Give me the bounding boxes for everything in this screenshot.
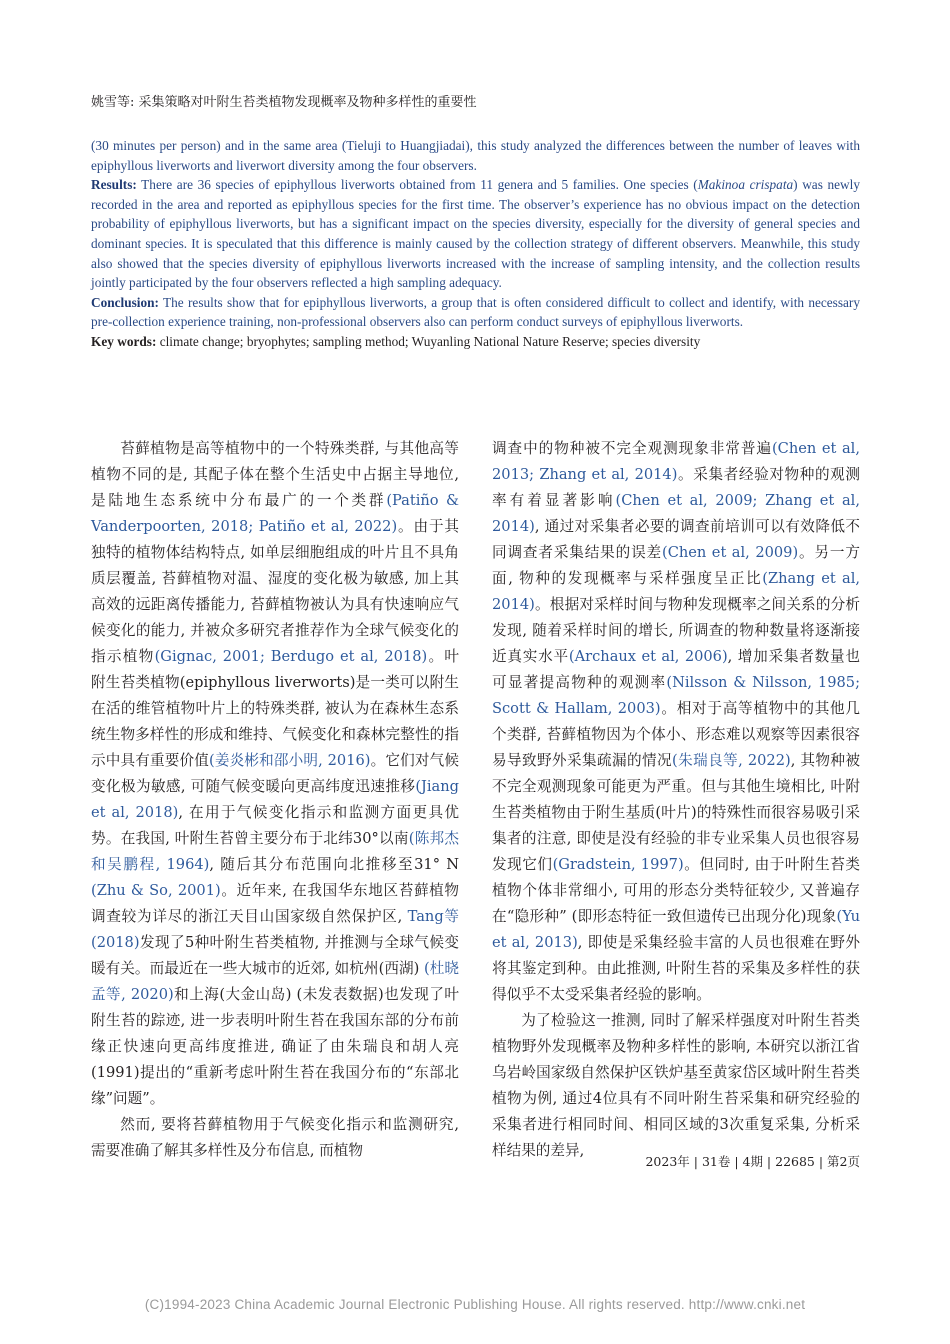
citation-link[interactable]: (Zhang et al, 2014) bbox=[492, 570, 860, 613]
text-run: 。根据对采样时间与物种发现概率之间关系的分析发现, 随着采样时间的增长, 所调查的物种数量将逐渐接近真实水平 bbox=[492, 596, 860, 665]
text-run: , 增加采集者数量也可显著提高物种的观测率 bbox=[492, 648, 860, 691]
results-text-a: There are 36 species of epiphyllous liverworts obtained from 11 genera and 5 families. One species ( bbox=[136, 177, 698, 193]
text-run: , 通过对采集者必要的调查前培训可以有效降低不同调查者采集结果的误差 bbox=[492, 518, 860, 561]
citation-link[interactable]: (Nilsson & Nilsson, 1985; Scott & Hallam, 2003) bbox=[492, 674, 860, 717]
text-run: , 其物种被不完全观测现象可能更为严重。但与其他生境相比, 叶附生苔类植物由于附生基质(叶片)的特殊性而很容易吸引采集者的注意, 即使是没有经验的非专业采集人员也很容易发现它们 bbox=[492, 752, 860, 873]
running-title: 姚雪等: 采集策略对叶附生苔类植物发现概率及物种多样性的重要性 bbox=[91, 95, 477, 110]
citation-link[interactable]: (Yu et al, 2013) bbox=[492, 908, 860, 951]
citation-link[interactable]: (Chen et al, 2009) bbox=[662, 544, 799, 561]
citation-link[interactable]: (Archaux et al, 2006) bbox=[568, 648, 728, 665]
text-run: , 随后其分布范围向北推移至31° N bbox=[209, 856, 459, 873]
abstract-methods-tail: (30 minutes per person) and in the same area (Tieluji to Huangjiadai), this study analyzed the differences between the number of leaves with epiphyllous liverworts and liverwort diversity among the four observers. bbox=[91, 138, 860, 173]
text-run: 。相对于高等植物中的其他几个类群, 苔藓植物因为个体小、形态难以观察等因素很容易导致野外采集疏漏的情况 bbox=[492, 700, 860, 769]
text-run: 。叶附生苔类植物(epiphyllous liverworts)是一类可以附生在活的维管植物叶片上的特殊类群, 被认为在森林生态系统生物多样性的形成和维持、气候变化和森林完整性的指示中具有重要价值 bbox=[91, 648, 459, 769]
results-text-b: ) was newly recorded in the area and reported as epiphyllous species for the first time. The observer’s experience has no obvious impact on the detection probability of epiphyllous liverworts, but has a significant impact on the species diversity, especially for the diversity of general species and dominant species. It is speculated that this difference is mainly caused by the collection strategy of different observers. Meanwhile, this study also showed that the species diversity of epiphyllous liverworts increased with the increase of sampling intensity, and the collection results jointly participated by the four observers reflected a high sampling adequacy. bbox=[91, 177, 860, 291]
citation-link[interactable]: (Chen et al, 2009; Zhang et al, 2014) bbox=[492, 492, 860, 535]
citation-link[interactable]: (杜晓孟等, 2020) bbox=[91, 960, 459, 1003]
citation-link[interactable]: (朱瑞良等, 2022) bbox=[672, 752, 791, 769]
citation-link[interactable]: Tang等(2018) bbox=[91, 908, 459, 951]
text-run: 调查中的物种被不完全观测现象非常普遍 bbox=[492, 440, 772, 457]
abstract-results bbox=[91, 175, 860, 293]
left-paragraph-1 bbox=[91, 436, 459, 1112]
citation-link[interactable]: (Jiang et al, 2018) bbox=[91, 778, 459, 821]
conclusion-label: Conclusion: bbox=[91, 294, 159, 310]
text-run: 。另一方面, 物种的发现概率与采样强度呈正比 bbox=[492, 544, 860, 587]
right-column bbox=[492, 436, 860, 1164]
keywords-text: climate change; bryophytes; sampling method; Wuyanling National Nature Reserve; species diversity bbox=[156, 333, 701, 349]
right-paragraph-1 bbox=[492, 436, 860, 1008]
text-run: 。但同时, 由于叶附生苔类植物个体非常细小, 可用的形态分类特征较少, 又普遍存在“隐形种” (即形态特征一致但遗传已出现分化)现象 bbox=[492, 856, 860, 925]
citation-link[interactable]: (Gignac, 2001; Berdugo et al, 2018) bbox=[154, 648, 428, 665]
text-run: , 即使是采集经验丰富的人员也很难在野外将其鉴定到种。由此推测, 叶附生苔的采集及多样性的获得似乎不太受采集者经验的影响。 bbox=[492, 934, 860, 1003]
page-info: 2023年 | 31卷 | 4期 | 22685 | 第2页 bbox=[645, 1154, 860, 1169]
results-species: Makinoa crispata bbox=[697, 177, 794, 193]
text-run: 。它们对气候变化极为敏感, 可随气候变暖向更高纬度迅速推移 bbox=[91, 752, 459, 795]
left-column bbox=[91, 436, 459, 1164]
text-run: 发现了5种叶附生苔类植物, 并推测与全球气候变暖有关。而最近在一些大城市的近郊, 如杭州(西湖) bbox=[91, 934, 459, 977]
citation-link[interactable]: (姜炎彬和邵小明, 2016) bbox=[209, 752, 371, 769]
citation-link[interactable]: (Gradstein, 1997) bbox=[552, 856, 684, 873]
right-paragraph-2: 为了检验这一推测, 同时了解采样强度对叶附生苔类植物野外发现概率及物种多样性的影响, 本研究以浙江省乌岩岭国家级自然保护区铁炉基至黄家岱区域叶附生苔类植物为例, 通过4位具有不同叶附生苔采集和研究经验的采集者进行相同时间、相同区域的3次重复采集, 分析采样结果的差异, bbox=[492, 1012, 860, 1159]
text-run: 。采集者经验对物种的观测率有着显著影响 bbox=[492, 466, 860, 509]
text-run: 和上海(大金山岛) (未发表数据)也发现了叶附生苔的踪迹, 进一步表明叶附生苔在我国东部的分布前缘正快速向更高纬度推进, 确证了由朱瑞良和胡人亮(1991)提出的“重新考虑叶附生苔在我国分布的“东部北缘”问题”。 bbox=[91, 986, 459, 1107]
keywords-label: Key words: bbox=[91, 333, 157, 349]
conclusion-text: The results show that for epiphyllous liverworts, a group that is often considered difficult to collect and identify, with necessary pre-collection experience training, non-professional observers also can perform conduct surveys of epiphyllous liverworts. bbox=[91, 294, 860, 330]
left-paragraph-2: 然而, 要将苔藓植物用于气候变化指示和监测研究, 需要准确了解其多样性及分布信息, 而植物 bbox=[91, 1116, 459, 1159]
english-abstract bbox=[91, 136, 860, 352]
abstract-conclusion bbox=[91, 293, 860, 332]
text-run: 苔藓植物是高等植物中的一个特殊类群, 与其他高等植物不同的是, 其配子体在整个生活史中占据主导地位, 是陆地生态系统中分布最广的一个类群 bbox=[91, 440, 459, 509]
text-run: 。由于其独特的植物体结构特点, 如单层细胞组成的叶片且不具角质层覆盖, 苔藓植物对温、湿度的变化极为敏感, 加上其高效的远距离传播能力, 苔藓植物被认为具有快速响应气候变化的能力, 并被众多研究者推荐作为全球气候变化的指示植物 bbox=[91, 518, 459, 665]
results-label: Results: bbox=[91, 177, 137, 193]
citation-link[interactable]: (陈邦杰和吴鹏程, 1964) bbox=[91, 830, 459, 873]
keywords bbox=[91, 332, 860, 352]
text-run: , 在用于气候变化指示和监测方面更具优势。在我国, 叶附生苔曾主要分布于北纬30°以南 bbox=[91, 804, 459, 847]
citation-link[interactable]: (Zhu & So, 2001) bbox=[91, 882, 221, 899]
citation-link[interactable]: (Chen et al, 2013; Zhang et al, 2014) bbox=[492, 440, 860, 483]
text-run: 。近年来, 在我国华东地区苔藓植物调查较为详尽的浙江天目山国家级自然保护区, bbox=[91, 882, 460, 925]
copyright-notice: (C)1994-2023 China Academic Journal Electronic Publishing House. All rights reserved. http://www.cnki.net bbox=[144, 1297, 806, 1312]
citation-link[interactable]: (Patiño & Vanderpoorten, 2018; Patiño et al, 2022) bbox=[91, 492, 459, 535]
